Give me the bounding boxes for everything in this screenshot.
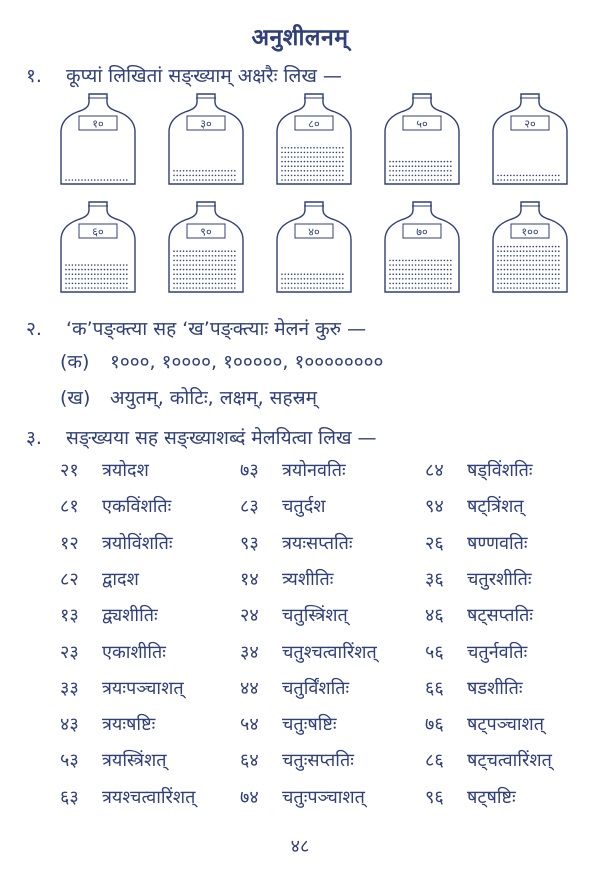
match-word: त्रयस्त्रिंशत् [102,750,167,772]
match-number: ५४ [240,714,259,736]
match-number: १४ [240,568,259,590]
bottle [55,200,141,296]
match-word: चतुर्दश [282,496,326,518]
match-item [240,567,333,591]
match-number: ६४ [240,750,259,772]
match-item [240,531,353,555]
question-2 [26,315,366,341]
match-item [60,712,155,736]
match-number: ९३ [240,532,259,554]
match-item [425,785,516,809]
match-item [60,603,158,627]
match-item [425,567,532,591]
bottle [379,92,465,188]
match-item [240,712,337,736]
match-word: त्रयोनवतिः [282,460,346,481]
match-item [240,748,354,772]
match-number: ७६ [425,714,444,736]
match-item [425,603,533,627]
bottle-label: २० [524,117,536,131]
bottle-label: १०० [521,225,539,239]
match-word: त्रयःसप्ततिः [282,532,353,554]
match-item [425,531,528,555]
question-text: सङ्ख्यया सह सङ्ख्याशब्दं मेलयित्वा लिख — [66,427,377,449]
match-word: षट्षष्टिः [467,786,516,808]
match-word: चतुस्त्रिंशत् [282,605,348,627]
page-title: अनुशीलनम् [251,25,349,51]
match-number: ९४ [425,496,444,518]
match-word: एकाशीतिः [102,641,166,663]
match-word: द्वादश [102,568,139,590]
match-item [425,712,544,736]
match-item [240,640,377,664]
question-number: २. [26,318,42,340]
match-word: षडशीतिः [467,677,523,699]
match-item [60,676,184,700]
match-number: ३६ [425,568,444,590]
match-number: ९६ [425,786,444,808]
match-item [60,748,166,772]
match-number: ३३ [60,677,79,699]
match-item [425,676,523,700]
bottle [271,200,357,296]
bottle-label: ३० [200,117,212,131]
bottle [487,92,573,188]
match-word: चतुर्नवतिः [467,641,528,663]
bottle-label: १० [92,117,104,131]
match-word: चतुर्विंशतिः [282,677,350,699]
match-number: २३ [60,641,79,663]
bottle-label: ९० [200,225,212,239]
bottle [379,200,465,296]
page-number: ४८ [290,836,310,857]
match-word: एकविंशतिः [102,496,172,518]
match-item [60,567,139,591]
match-number: १२ [60,532,79,554]
column-values: १०००, १००००, १०००००, १०००००००० [110,351,384,373]
column-ka [60,348,383,374]
match-item [240,494,326,518]
column-label: (ख) [60,387,91,409]
match-word: त्रयःपञ्चाशत् [102,677,184,699]
match-word: षट्त्रिंशत् [467,496,524,518]
question-1 [26,62,342,88]
match-number: ६६ [425,677,444,699]
match-item [425,458,533,482]
match-word: द्व्यशीतिः [102,605,158,627]
match-number: ५३ [60,750,79,772]
match-item [425,640,527,664]
question-number: १. [26,65,42,87]
match-word: त्रयश्चत्वारिंशत् [102,786,196,808]
match-number: ८६ [425,750,444,772]
match-number: ८२ [60,568,79,590]
bottle [271,92,357,188]
question-text: कूप्यां लिखितां सङ्ख्याम् अक्षरैः लिख — [66,65,342,87]
match-number: ८४ [425,460,444,481]
match-item [60,458,149,482]
match-word: चतुश्चत्वारिंशत् [282,641,377,663]
match-item [425,748,552,772]
match-number: ३४ [240,641,259,663]
column-label: (क) [60,351,90,373]
question-3 [26,424,377,450]
match-number: ४६ [425,605,444,627]
match-number: ४४ [240,677,259,699]
match-word: षण्णवतिः [467,532,528,554]
match-word: चतुरशीतिः [467,568,532,590]
match-word: त्र्यशीतिः [282,568,334,590]
match-word: चतुःसप्ततिः [282,750,354,772]
match-item [60,640,166,664]
match-word: चतुःषष्टिः [282,714,337,736]
bottle [163,92,249,188]
match-number: २६ [425,532,444,554]
match-number: २४ [240,605,259,627]
match-number: ४३ [60,714,79,736]
match-number: २१ [60,460,79,481]
bottle [487,200,573,296]
match-word: षट्चत्वारिंशत् [467,750,552,772]
bottle-label: ६० [92,225,104,239]
match-number: १३ [60,605,79,627]
match-number: ८१ [60,496,79,518]
match-word: षट्सप्ततिः [467,605,534,627]
column-kha [60,384,317,410]
question-number: ३. [26,427,42,449]
bottle [163,200,249,296]
match-number: ६३ [60,786,79,808]
bottle [55,92,141,188]
match-number: ८३ [240,496,259,518]
match-item [240,785,365,809]
match-item [60,531,173,555]
match-number: ५६ [425,641,444,663]
column-values: अयुतम्, कोटिः, लक्षम्, सहस्रम् [110,387,318,409]
match-word: चतुःपञ्चाशत् [282,786,365,808]
match-word: षट्पञ्चाशत् [467,714,545,736]
bottle-label: ५० [416,117,428,131]
match-number: ७४ [240,786,259,808]
match-item [425,494,524,518]
match-word: त्रयःषष्टिः [102,714,156,736]
bottle-label: ४० [308,225,320,239]
match-item [240,458,346,482]
question-text: ‘क’पङ्क्त्या सह ‘ख’पङ्क्त्याः मेलनं कुरु — [66,318,367,340]
match-item [240,603,348,627]
bottle-label: ७० [416,225,428,239]
match-item [60,785,195,809]
bottle-label: ८० [308,117,320,131]
match-word: त्रयोदश [102,460,149,481]
match-item [240,676,349,700]
match-item [60,494,171,518]
match-word: षड्विंशतिः [467,460,533,481]
match-word: त्रयोविंशतिः [102,532,173,554]
match-number: ७३ [240,460,259,481]
